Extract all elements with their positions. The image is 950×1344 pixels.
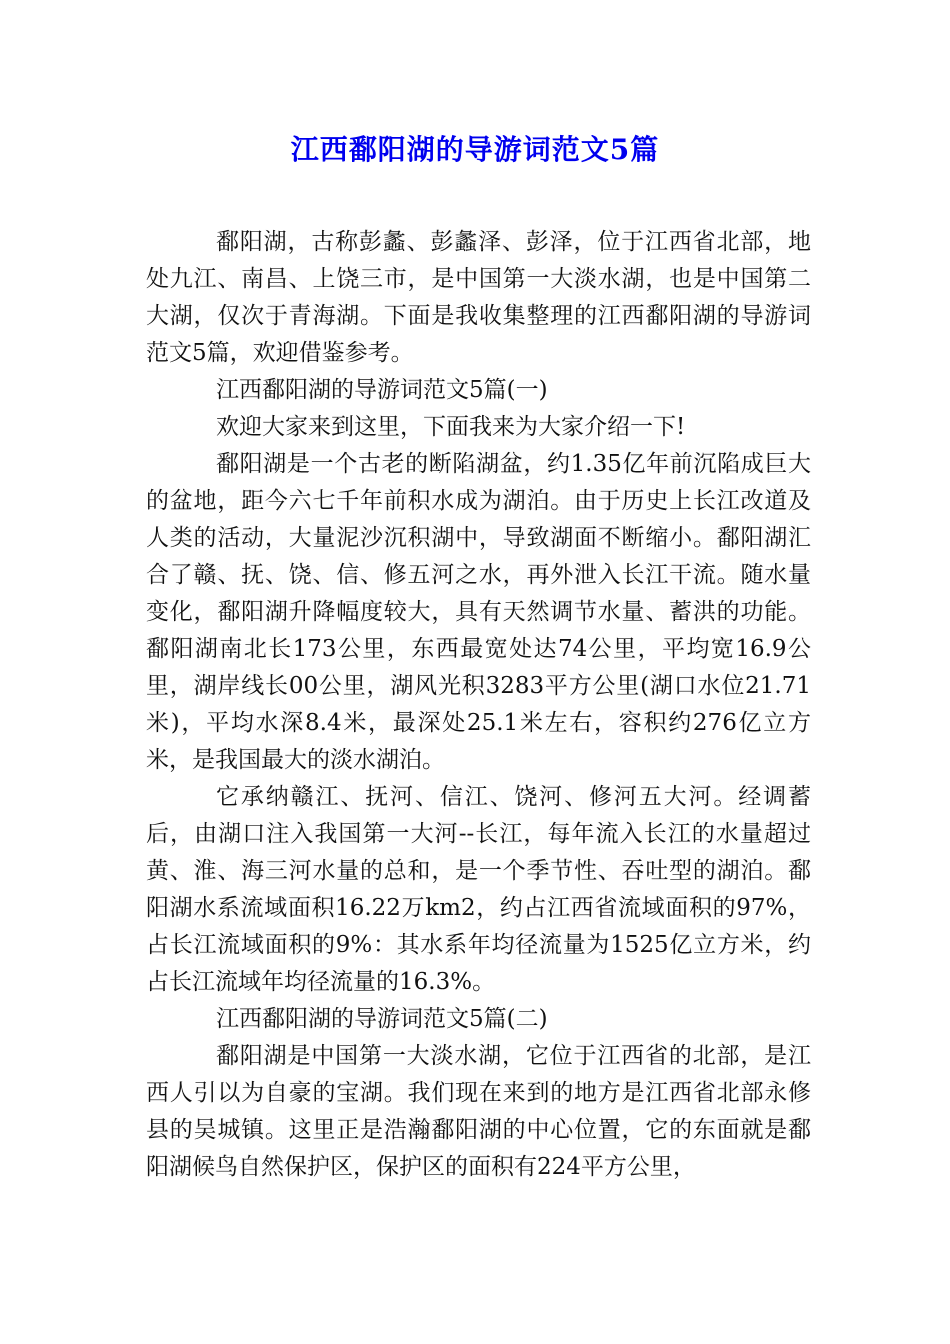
- section-heading-1: 江西鄱阳湖的导游词范文5篇(一): [216, 377, 548, 403]
- paragraph-history: 鄱阳湖是一个古老的断陷湖盆，约1.35亿年前沉陷成巨大的盆地，距今六七千年前积水成为湖泊。由于历史上长江改道及人类的活动，大量泥沙沉积湖中，导致湖面不断缩小。鄱阳湖汇合了赣、抚、饶、信、修五河之水，再外泄入长江干流。随水量变化，鄱阳湖升降幅度较大，具有天然调节水量、蓄洪的功能。 鄱阳湖南北长173公里，东西最宽处达74公里，平均宽16.9公里，湖岸线长00公里，湖风光积3283平方公里(湖口水位21.71米)，平均水深8.4米，最深处25.1米左右，容积约276亿立方米，是我国最大的淡水湖泊。: [146, 451, 811, 773]
- paragraph-welcome: 欢迎大家来到这里，下面我来为大家介绍一下!: [216, 414, 686, 440]
- document-body: [146, 224, 811, 1186]
- document-title: 江西鄱阳湖的导游词范文5篇: [290, 133, 660, 166]
- paragraph-wucheng: 鄱阳湖是中国第一大淡水湖，它位于江西省的北部，是江西人引以为自豪的宝湖。我们现在来到的地方是江西省北部永修县的吴城镇。这里正是浩瀚鄱阳湖的中心位置，它的东面就是鄱阳湖候鸟自然保护区，保护区的面积有224平方公里，: [146, 1043, 811, 1180]
- paragraph-rivers: 它承纳赣江、抚河、信江、饶河、修河五大河。经调蓄后，由湖口注入我国第一大河--长江，每年流入长江的水量超过黄、淮、海三河水量的总和，是一个季节性、吞吐型的湖泊。鄱阳湖水系流域面积16.22万km2，约占江西省流域面积的97%，占长江流域面积的9%：其水系年均径流量为1525亿立方米，约占长江流域年均径流量的16.3%。: [146, 784, 811, 995]
- section-heading-2: 江西鄱阳湖的导游词范文5篇(二): [216, 1006, 548, 1032]
- paragraph-intro: 鄱阳湖，古称彭蠡、彭蠡泽、彭泽，位于江西省北部，地处九江、南昌、上饶三市，是中国第一大淡水湖，也是中国第二大湖，仅次于青海湖。下面是我收集整理的江西鄱阳湖的导游词范文5篇，欢迎借鉴参考。: [146, 229, 811, 366]
